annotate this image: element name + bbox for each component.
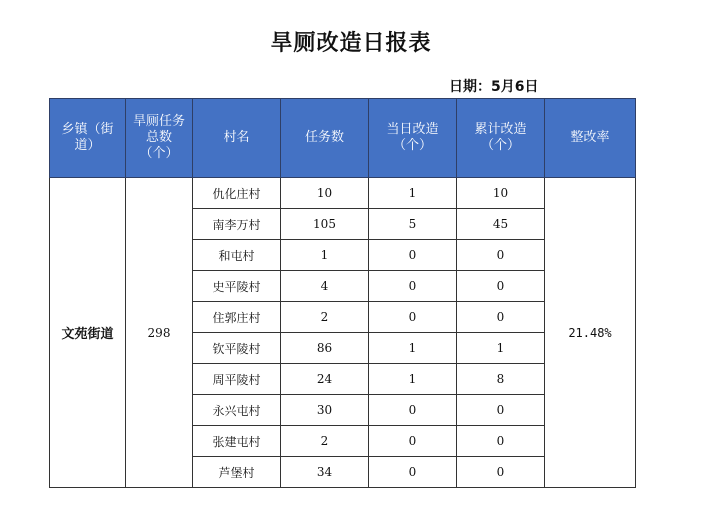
daily-cell: 0 bbox=[369, 302, 457, 333]
tasks-cell: 105 bbox=[281, 209, 369, 240]
village-cell: 钦平陵村 bbox=[193, 333, 281, 364]
tasks-cell: 4 bbox=[281, 271, 369, 302]
daily-cell: 0 bbox=[369, 426, 457, 457]
village-cell: 周平陵村 bbox=[193, 364, 281, 395]
header-daily: 当日改造 （个） bbox=[369, 99, 457, 178]
table-row bbox=[50, 178, 636, 209]
cumulative-cell: 0 bbox=[457, 271, 545, 302]
total-tasks-cell: 298 bbox=[126, 178, 193, 488]
cumulative-cell: 8 bbox=[457, 364, 545, 395]
tasks-cell: 2 bbox=[281, 426, 369, 457]
report-table bbox=[49, 98, 636, 488]
cumulative-cell: 0 bbox=[457, 426, 545, 457]
cumulative-cell: 10 bbox=[457, 178, 545, 209]
report-date: 日期：5月6日 bbox=[449, 79, 539, 95]
tasks-cell: 86 bbox=[281, 333, 369, 364]
daily-cell: 0 bbox=[369, 457, 457, 488]
header-tasks: 任务数 bbox=[281, 99, 369, 178]
report-title: 旱厕改造日报表 bbox=[270, 31, 432, 56]
tasks-cell: 2 bbox=[281, 302, 369, 333]
table-body bbox=[50, 178, 636, 488]
cumulative-cell: 0 bbox=[457, 457, 545, 488]
tasks-cell: 1 bbox=[281, 240, 369, 271]
header-village: 村名 bbox=[193, 99, 281, 178]
daily-cell: 1 bbox=[369, 333, 457, 364]
village-cell: 住郭庄村 bbox=[193, 302, 281, 333]
village-cell: 仇化庄村 bbox=[193, 178, 281, 209]
daily-cell: 0 bbox=[369, 395, 457, 426]
daily-cell: 1 bbox=[369, 364, 457, 395]
village-cell: 史平陵村 bbox=[193, 271, 281, 302]
rate-cell: 21.48% bbox=[545, 178, 636, 488]
header-town: 乡镇（街 道） bbox=[50, 99, 126, 178]
village-cell: 张建屯村 bbox=[193, 426, 281, 457]
tasks-cell: 30 bbox=[281, 395, 369, 426]
header-cumulative: 累计改造 （个） bbox=[457, 99, 545, 178]
tasks-cell: 24 bbox=[281, 364, 369, 395]
cumulative-cell: 0 bbox=[457, 395, 545, 426]
header-row bbox=[50, 99, 636, 178]
cumulative-cell: 1 bbox=[457, 333, 545, 364]
header-total-tasks: 旱厕任务 总数 （个） bbox=[126, 99, 193, 178]
daily-cell: 0 bbox=[369, 271, 457, 302]
daily-cell: 0 bbox=[369, 240, 457, 271]
village-cell: 南李万村 bbox=[193, 209, 281, 240]
village-cell: 永兴屯村 bbox=[193, 395, 281, 426]
cumulative-cell: 0 bbox=[457, 302, 545, 333]
daily-cell: 1 bbox=[369, 178, 457, 209]
header-rate: 整改率 bbox=[545, 99, 636, 178]
cumulative-cell: 45 bbox=[457, 209, 545, 240]
village-cell: 芦堡村 bbox=[193, 457, 281, 488]
cumulative-cell: 0 bbox=[457, 240, 545, 271]
village-cell: 和屯村 bbox=[193, 240, 281, 271]
daily-cell: 5 bbox=[369, 209, 457, 240]
town-cell: 文苑街道 bbox=[50, 178, 126, 488]
tasks-cell: 34 bbox=[281, 457, 369, 488]
tasks-cell: 10 bbox=[281, 178, 369, 209]
